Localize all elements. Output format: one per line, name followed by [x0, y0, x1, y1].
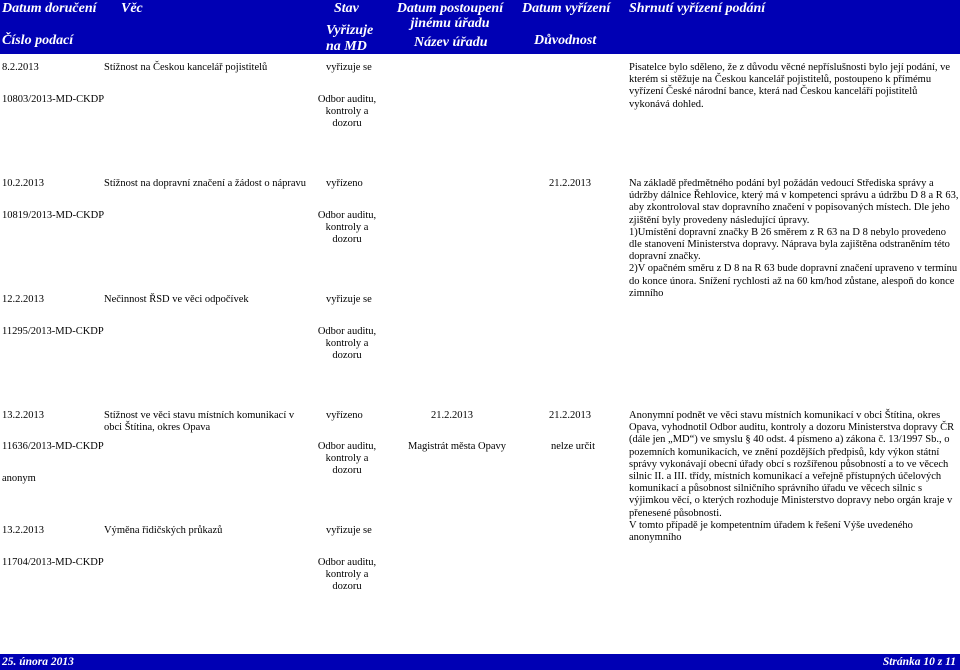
- row-dept-3: dozoru: [332, 581, 362, 592]
- row-dept-1: Odbor auditu,: [317, 94, 377, 105]
- row-number: 10819/2013-MD-CKDP: [2, 210, 105, 221]
- header-datum-vyrizeni: Datum vyřízení: [522, 1, 611, 16]
- row-dept-2: kontroly a: [325, 569, 369, 580]
- row-subject: Stížnost na Českou kancelář pojistitelů: [104, 62, 268, 73]
- row-summary: Na základě předmětného podání byl požádán vedoucí Střediska správy a údržby dálnice Řehlovice, který má v kompetenci správu a údržbu D 8 a R 63, aby zkontroloval stav dopravního značení v popisovaných místech. Dle jeho zjištění byly provedeny následující úpravy. 1)Umístění dopravní značky B 26 směrem z R 63 na D 8 nebylo provedeno dle stanovení Ministerstva dopravy. Náprava byla zajištěna odstraněním této dopravní značky. 2)V opačném směru z D 8 na R 63 bude dopravní značení upraveno v termínu do konce února. Snížení rychlosti až na 60 km/hod zůstane, alespoň do konce zimního: [629, 178, 959, 299]
- header-cislo-podaci: Číslo podací: [2, 33, 74, 48]
- row-number: 11295/2013-MD-CKDP: [2, 326, 104, 337]
- header-datum-doruceni: Datum doručení: [2, 1, 97, 16]
- row-sender: anonym: [2, 473, 36, 484]
- row-subject: Stížnost ve věci stavu místních komunikací v obci Štítina, okres Opava: [104, 410, 295, 434]
- header-vyrizuje: Vyřizuje: [326, 23, 374, 38]
- row-number: 10803/2013-MD-CKDP: [2, 94, 105, 105]
- header-vec: Věc: [121, 1, 143, 16]
- row-date: 13.2.2013: [2, 410, 44, 421]
- row-dept-2: kontroly a: [325, 338, 369, 349]
- row-status: vyřizuje se: [326, 294, 372, 305]
- row-dept-1: Odbor auditu,: [317, 326, 377, 337]
- header-datum-postoupeni: Datum postoupení: [396, 1, 504, 16]
- row-dept-1: Odbor auditu,: [317, 441, 377, 452]
- row-office: Magistrát města Opavy: [408, 441, 506, 452]
- row-status: vyřizuje se: [326, 62, 372, 73]
- row-status: vyřízeno: [326, 178, 363, 189]
- row-dept-3: dozoru: [332, 118, 362, 129]
- row-date: 13.2.2013: [2, 525, 44, 536]
- header-duvodnost: Důvodnost: [534, 33, 597, 48]
- row-status: vyřízeno: [326, 410, 363, 421]
- row-date: 8.2.2013: [2, 62, 39, 73]
- row-dept-2: kontroly a: [325, 106, 369, 117]
- header-jinemu-uradu: jinému úřadu: [410, 16, 490, 31]
- row-justification: nelze určit: [551, 441, 596, 452]
- footer-date: 25. února 2013: [2, 656, 74, 668]
- row-dept-3: dozoru: [332, 465, 362, 476]
- row-dept-2: kontroly a: [325, 222, 369, 233]
- row-dept-3: dozoru: [332, 234, 362, 245]
- header-nazev-uradu: Název úřadu: [414, 35, 488, 50]
- page-footer: [0, 654, 960, 670]
- row-summary: Anonymní podnět ve věci stavu místních komunikací v obci Štítina, okres Opava, vyhodnotil Odbor auditu, kontroly a dozoru Ministerstva dopravy ČR (dále jen „MD“) ve smyslu § 40 odst. 4 písmeno a) zákona č. 13/1997 Sb., o pozemních komunikacích, ve znění pozdějších předpisů, kdy výkon státní správy vykonávají obecní úřady obcí s rozšířenou působností a to ve věcech silnic II. a III. třídy, místních komunikací a veřejně přístupných účelových komunikací a působnost silničního správního úřadu ve věcech silnic s výjimkou věcí, o kterých rozhoduje Ministerstvo dopravy nebo orgán kraje v přenesené působnosti. V tomto případě je kompetentním úřadem k řešení Výše uvedeného anonymního: [629, 410, 955, 544]
- row-status: vyřizuje se: [326, 525, 372, 536]
- header-shrnuti: Shrnutí vyřízení podání: [629, 1, 766, 16]
- footer-page-number: Stránka 10 z 11: [882, 656, 956, 668]
- row-date: 10.2.2013: [2, 178, 44, 189]
- row-dept-3: dozoru: [332, 350, 362, 361]
- row-dept-2: kontroly a: [325, 453, 369, 464]
- row-dept-1: Odbor auditu,: [317, 210, 377, 221]
- row-resolved-date: 21.2.2013: [549, 410, 591, 421]
- row-date: 12.2.2013: [2, 294, 44, 305]
- row-subject: Nečinnost ŘSD ve věci odpočívek: [104, 294, 249, 305]
- header-stav: Stav: [334, 1, 359, 16]
- row-dept-1: Odbor auditu,: [317, 557, 377, 568]
- row-number: 11636/2013-MD-CKDP: [2, 441, 104, 452]
- row-subject: Výměna řidičských průkazů: [104, 525, 223, 536]
- row-subject: Stížnost na dopravní značení a žádost o nápravu: [104, 178, 307, 189]
- row-forwarded-date: 21.2.2013: [431, 410, 473, 421]
- row-summary: Pisatelce bylo sděleno, že z důvodu věcné nepříslušnosti bylo její podání, ve kterém si stěžuje na Českou kancelář pojistitelů, postoupeno k přímému vyřízení České národní bance, která nad Českou kanceláří pojistitelů vykonává dohled.: [629, 62, 951, 110]
- row-resolved-date: 21.2.2013: [549, 178, 591, 189]
- row-number: 11704/2013-MD-CKDP: [2, 557, 104, 568]
- header-na-md: na MD: [326, 39, 367, 54]
